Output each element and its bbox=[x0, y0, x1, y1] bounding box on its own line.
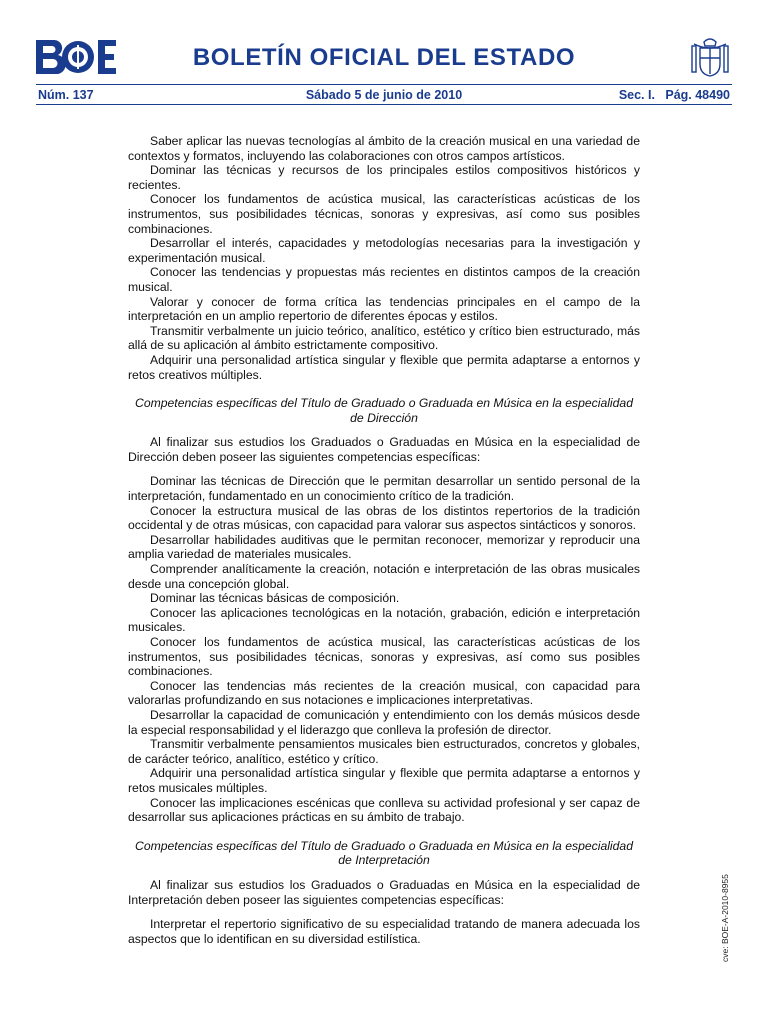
paragraph: Dominar las técnicas de Dirección que le permitan desarrollar un sentido personal de la interpretación, fundamentado en un conocimiento crítico de la tradición. bbox=[128, 474, 640, 504]
section-heading-direccion: Competencias específicas del Título de Graduado o Graduada en Música en la especialidad de Dirección bbox=[135, 396, 633, 425]
intro-paragraph: Al finalizar sus estudios los Graduados o Graduadas en Música en la especialidad de Interpretación deben poseer las siguientes competencias específicas: bbox=[128, 877, 640, 907]
paragraph: Transmitir verbalmente un juicio teórico, analítico, estético y crítico bien estructurado, más allá de su aplicación al ámbito estrictamente compositivo. bbox=[128, 323, 640, 353]
gazette-title: BOLETÍN OFICIAL DEL ESTADO bbox=[192, 44, 576, 71]
paragraph: Comprender analíticamente la creación, notación e interpretación de las obras musicales desde una concepción global. bbox=[128, 562, 640, 591]
paragraph: Dominar las técnicas y recursos de los principales estilos compositivos históricos y recientes. bbox=[128, 163, 640, 192]
paragraph: Saber aplicar las nuevas tecnologías al ámbito de la creación musical en una variedad de contextos y formatos, incluyendo las colaboraciones con otros campos artísticos. bbox=[128, 134, 640, 163]
paragraph: Desarrollar la capacidad de comunicación y entendimiento con los demás músicos desde la especial responsabilidad y el liderazgo que conlleva la profesión de director. bbox=[128, 707, 640, 737]
paragraph: Adquirir una personalidad artística singular y flexible que permita adaptarse a entornos y retos creativos múltiples. bbox=[128, 352, 640, 382]
issue-number: Núm. 137 bbox=[38, 88, 94, 102]
section-heading-interpretacion: Competencias específicas del Título de Graduado o Graduada en Música en la especialidad de Interpretación bbox=[135, 838, 633, 868]
paragraph: Conocer los fundamentos de acústica musical, las características acústicas de los instrumentos, sus posibilidades técnicas, sonoras y expresivas, así como sus posibles combinaciones. bbox=[128, 635, 640, 679]
paragraph: Dominar las técnicas básicas de composición. bbox=[150, 591, 400, 606]
header-rule-top bbox=[36, 84, 732, 85]
paragraph: Conocer las tendencias y propuestas más recientes en distintos campos de la creación musical. bbox=[128, 265, 640, 294]
paragraph: Transmitir verbalmente pensamientos musicales bien estructurados, concretos y globales, de carácter teórico, analítico, estético y crítico. bbox=[128, 737, 640, 766]
paragraph: Conocer los fundamentos de acústica musical, las características acústicas de los instrumentos, sus posibilidades técnicas, sonoras y expresivas, así como sus posibles combinaciones. bbox=[128, 192, 640, 236]
intro-paragraph: Al finalizar sus estudios los Graduados o Graduadas en Música en la especialidad de Dirección deben poseer las siguientes competencias específicas: bbox=[128, 435, 640, 464]
paragraph: Interpretar el repertorio significativo de su especialidad tratando de manera adecuada los aspectos que lo identifican en su diversidad estilística. bbox=[128, 917, 640, 946]
paragraph: Conocer las implicaciones escénicas que conlleva su actividad profesional y ser capaz de desarrollar sus aplicaciones prácticas en su ámbito de trabajo. bbox=[128, 795, 640, 825]
paragraph: Conocer las aplicaciones tecnológicas en la notación, grabación, edición e interpretación musicales. bbox=[128, 605, 640, 635]
paragraph: Desarrollar habilidades auditivas que le permitan reconocer, memorizar y reproducir una amplia variedad de materiales musicales. bbox=[128, 532, 640, 562]
header-rule-bottom bbox=[36, 104, 732, 105]
spain-coat-of-arms-icon bbox=[690, 36, 730, 80]
cve-identifier: cve: BOE-A-2010-8955 bbox=[720, 874, 730, 962]
paragraph: Adquirir una personalidad artística singular y flexible que permita adaptarse a entornos y retos musicales múltiples. bbox=[128, 766, 640, 795]
issue-date: Sábado 5 de junio de 2010 bbox=[305, 88, 463, 102]
paragraph: Conocer las tendencias más recientes de la creación musical, con capacidad para valorarlas profundizando en sus notaciones e implicaciones interpretativas. bbox=[128, 678, 640, 708]
paragraph: Valorar y conocer de forma crítica las tendencias principales en el campo de la interpretación en un amplio repertorio de diferentes épocas y estilos. bbox=[128, 294, 640, 324]
document-body bbox=[128, 134, 640, 946]
paragraph: Conocer la estructura musical de las obras de los distintos repertorios de la tradición occidental y de otras músicas, con capacidad para valorar sus aspectos sintácticos y sonoros. bbox=[128, 503, 640, 533]
paragraph: Desarrollar el interés, capacidades y metodologías necesarias para la investigación y experimentación musical. bbox=[128, 236, 640, 265]
section-page: Sec. I. Pág. 48490 bbox=[618, 88, 730, 102]
